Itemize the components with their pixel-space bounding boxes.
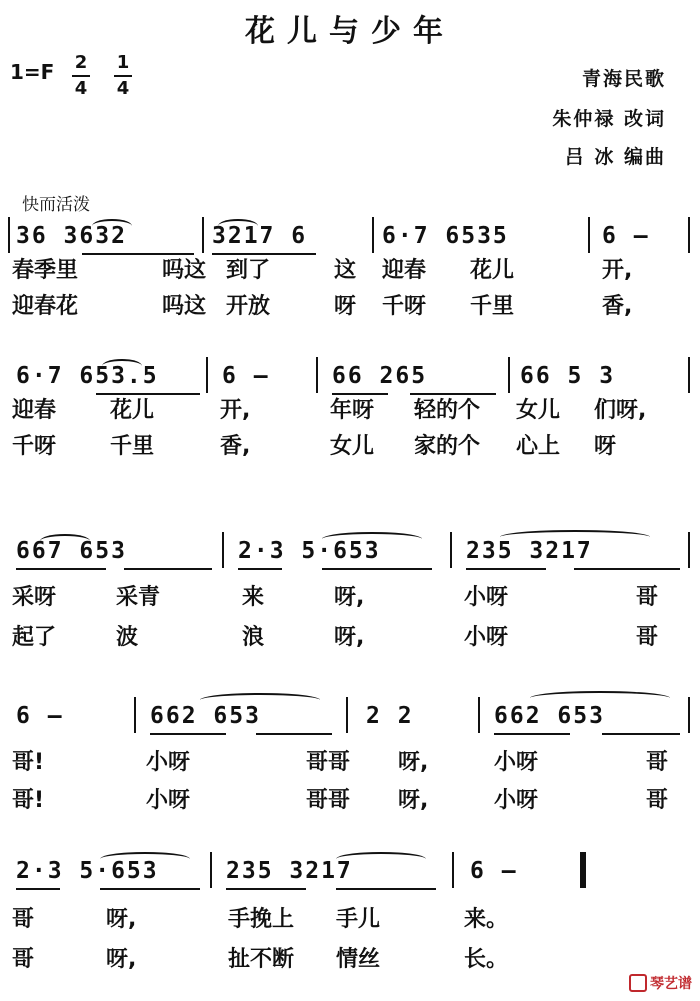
lyric-word: 春季里	[12, 258, 79, 283]
lyric-word: 吗这	[162, 258, 207, 283]
measure: 66 5 3	[520, 363, 616, 389]
lyric-word: 轻的个	[414, 398, 481, 423]
measure: 2·3 5·653	[238, 538, 381, 564]
lyric-word: 们呀,	[594, 398, 647, 423]
key-signature: 1=F	[10, 60, 55, 84]
lyric-word: 女儿	[516, 398, 561, 423]
measure: 235 3217	[466, 538, 593, 564]
lyric-word: 采呀	[12, 585, 57, 610]
score-system-3	[0, 520, 700, 650]
score-system-4	[0, 685, 700, 813]
score-system-2	[0, 345, 700, 459]
time-signature-1	[70, 52, 92, 100]
measure: 6 —	[470, 858, 518, 884]
lyric-word: 呀,	[106, 947, 137, 972]
lyric-word: 花儿	[470, 258, 515, 283]
lyric-word: 心上	[516, 434, 561, 459]
lyric-word: 来	[242, 585, 265, 610]
lyric-word: 小呀	[464, 625, 509, 650]
measure: 2 2	[366, 703, 414, 729]
lyric-word: 迎春	[12, 398, 57, 423]
watermark-text: 琴艺谱	[650, 976, 692, 992]
watermark-logo	[629, 973, 692, 993]
measure: 6·7 653.5	[16, 363, 159, 389]
measure: 2·3 5·653	[16, 858, 159, 884]
lyric-word: 哥	[12, 907, 35, 932]
lyric-word: 开放	[226, 294, 271, 319]
credit-arranger: 吕 冰 编曲	[564, 146, 666, 168]
lyric-word: 小呀	[464, 585, 509, 610]
lyric-word: 呀,	[334, 585, 365, 610]
measure: 6 —	[16, 703, 64, 729]
lyric-word: 呀,	[334, 625, 365, 650]
time-bottom: 4	[116, 78, 130, 99]
measure: 36 3632	[16, 223, 127, 249]
lyric-word: 哥	[646, 750, 669, 775]
lyric-word: 女儿	[330, 434, 375, 459]
time-top: 1	[116, 52, 130, 73]
lyric-word: 扯不断	[228, 947, 295, 972]
lyric-word: 花儿	[110, 398, 155, 423]
lyric-word: 迎春	[382, 258, 427, 283]
lyric-word: 吗这	[162, 294, 207, 319]
lyric-word: 来。	[464, 907, 509, 932]
song-title: 花儿与少年	[245, 14, 455, 49]
lyric-word: 迎春花	[12, 294, 79, 319]
lyric-word: 小呀	[494, 788, 539, 813]
lyric-word: 浪	[242, 625, 265, 650]
measure: 6 —	[602, 223, 650, 249]
lyric-word: 这	[334, 258, 357, 283]
lyric-word: 家的个	[414, 434, 481, 459]
time-signature-2	[112, 52, 134, 100]
time-top: 2	[74, 52, 88, 73]
measure: 662 653	[494, 703, 605, 729]
measure: 235 3217	[226, 858, 353, 884]
lyric-word: 手儿	[336, 907, 381, 932]
lyric-word: 手挽上	[228, 907, 295, 932]
lyric-word: 长。	[464, 947, 509, 972]
lyric-word: 年呀	[330, 398, 375, 423]
lyric-word: 千呀	[12, 434, 57, 459]
lyric-word: 哥	[636, 585, 659, 610]
lyric-word: 哥	[646, 788, 669, 813]
lyric-word: 哥!	[12, 750, 45, 775]
lyric-word: 到了	[226, 258, 271, 283]
measure: 6·7 6535	[382, 223, 509, 249]
lyric-word: 波	[116, 625, 139, 650]
lyric-word: 呀,	[398, 750, 429, 775]
measure: 6 —	[222, 363, 270, 389]
measure: 667 653	[16, 538, 127, 564]
lyric-word: 开,	[220, 398, 251, 423]
time-bottom: 4	[74, 78, 88, 99]
measure: 66 265	[332, 363, 428, 389]
lyric-word: 哥	[636, 625, 659, 650]
lyric-word: 呀,	[398, 788, 429, 813]
lyric-word: 小呀	[146, 788, 191, 813]
lyric-word: 呀	[594, 434, 617, 459]
score-system-5	[0, 840, 700, 972]
lyric-word: 情丝	[336, 947, 381, 972]
lyric-word: 呀,	[106, 907, 137, 932]
score-system-1	[0, 205, 700, 319]
lyric-word: 香,	[602, 294, 633, 319]
lyric-word: 哥哥	[306, 750, 351, 775]
lyric-word: 哥哥	[306, 788, 351, 813]
tempo-marking: 快而活泼	[22, 195, 90, 215]
lyric-word: 开,	[602, 258, 633, 283]
lyric-word: 小呀	[494, 750, 539, 775]
lyric-word: 呀	[334, 294, 357, 319]
lyric-word: 哥!	[12, 788, 45, 813]
measure: 3217 6	[212, 223, 308, 249]
lyric-word: 千里	[110, 434, 155, 459]
lyric-word: 哥	[12, 947, 35, 972]
lyric-word: 采青	[116, 585, 161, 610]
logo-icon	[629, 974, 647, 992]
credit-folk-song: 青海民歌	[581, 68, 666, 90]
lyric-word: 香,	[220, 434, 251, 459]
measure: 662 653	[150, 703, 261, 729]
credit-lyricist: 朱仲禄 改词	[552, 108, 666, 130]
lyric-word: 千呀	[382, 294, 427, 319]
lyric-word: 起了	[12, 625, 57, 650]
lyric-word: 千里	[470, 294, 515, 319]
lyric-word: 小呀	[146, 750, 191, 775]
